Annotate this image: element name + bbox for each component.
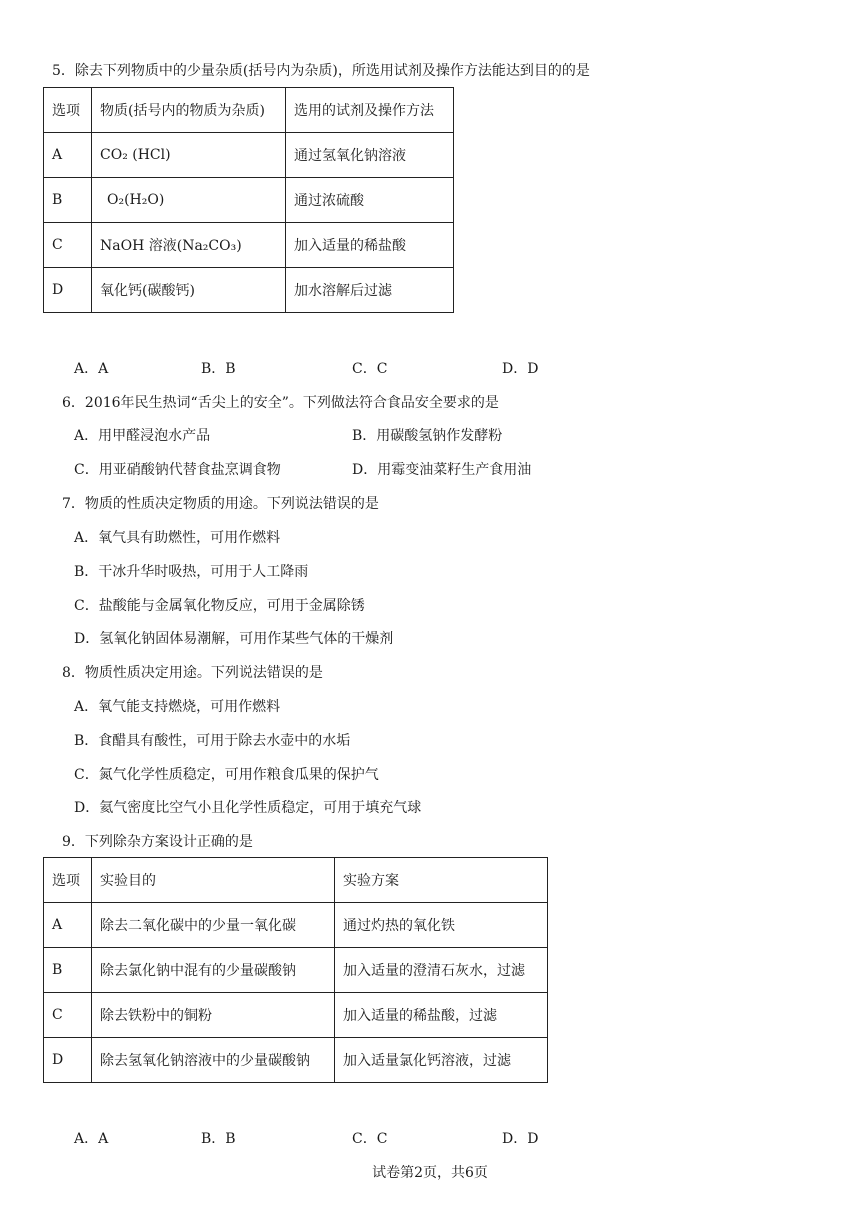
q9-options	[0, 1128, 860, 1148]
option-b[interactable]: B．食醋具有酸性，可用于除去水壶中的水垢	[74, 733, 351, 749]
table-cell: 加入适量的稀盐酸	[286, 223, 454, 268]
page-footer: 试卷第2页，共6页	[372, 1165, 488, 1181]
table-cell: O₂(H₂O)	[92, 178, 286, 223]
table-header-cell: 选项	[44, 858, 92, 903]
q9-table	[43, 857, 548, 1083]
q9-stem: 9．下列除杂方案设计正确的是	[62, 834, 253, 850]
option-a[interactable]: A．氧气具有助燃性，可用作燃料	[74, 530, 281, 546]
option-d[interactable]: D．氢氧化钠固体易潮解，可用作某些气体的干燥剂	[74, 631, 394, 647]
table-cell: B	[44, 178, 92, 223]
table-row	[44, 1038, 548, 1083]
table-row	[44, 223, 454, 268]
option-c[interactable]: C．氮气化学性质稳定，可用作粮食瓜果的保护气	[74, 767, 379, 783]
option-a[interactable]: A．用甲醛浸泡水产品	[74, 428, 211, 444]
option-a[interactable]: A．氧气能支持燃烧，可用作燃料	[74, 699, 281, 715]
option-d[interactable]: D．D	[502, 361, 539, 377]
table-cell: 加入适量氯化钙溶液，过滤	[335, 1038, 548, 1083]
option-c[interactable]: C．盐酸能与金属氧化物反应，可用于金属除锈	[74, 598, 365, 614]
option-d[interactable]: D．氦气密度比空气小且化学性质稳定，可用于填充气球	[74, 800, 422, 816]
q8-stem: 8．物质性质决定用途。下列说法错误的是	[62, 665, 323, 681]
table-cell: 加入适量的稀盐酸，过滤	[335, 993, 548, 1038]
option-c[interactable]: C．C	[352, 361, 388, 377]
option-b[interactable]: B．B	[201, 1131, 236, 1147]
table-cell: 加水溶解后过滤	[286, 268, 454, 313]
table-cell: 通过氢氧化钠溶液	[286, 133, 454, 178]
table-row	[44, 948, 548, 993]
table-header-cell: 选用的试剂及操作方法	[286, 88, 454, 133]
table-cell: 除去氢氧化钠溶液中的少量碳酸钠	[92, 1038, 335, 1083]
table-cell: C	[44, 223, 92, 268]
table-cell: 通过灼热的氧化铁	[335, 903, 548, 948]
q5-stem: 5．除去下列物质中的少量杂质(括号内为杂质)，所选用试剂及操作方法能达到目的的是	[52, 63, 590, 79]
table-row	[44, 993, 548, 1038]
option-d[interactable]: D．用霉变油菜籽生产食用油	[352, 462, 532, 478]
table-cell: 加入适量的澄清石灰水，过滤	[335, 948, 548, 993]
table-row	[44, 178, 454, 223]
table-row	[44, 903, 548, 948]
table-cell: C	[44, 993, 92, 1038]
option-c[interactable]: C．C	[352, 1131, 388, 1147]
table-cell: A	[44, 903, 92, 948]
table-header-cell: 选项	[44, 88, 92, 133]
option-c[interactable]: C．用亚硝酸钠代替食盐烹调食物	[74, 462, 281, 478]
option-d[interactable]: D．D	[502, 1131, 539, 1147]
table-cell: 除去氯化钠中混有的少量碳酸钠	[92, 948, 335, 993]
table-header-cell: 物质(括号内的物质为杂质)	[92, 88, 286, 133]
option-a[interactable]: A．A	[74, 361, 109, 377]
table-cell: 除去二氧化碳中的少量一氧化碳	[92, 903, 335, 948]
table-cell: B	[44, 948, 92, 993]
table-cell: CO₂ (HCl)	[92, 133, 286, 178]
table-cell: D	[44, 1038, 92, 1083]
table-header-cell: 实验方案	[335, 858, 548, 903]
table-cell: A	[44, 133, 92, 178]
option-b[interactable]: B．用碳酸氢钠作发酵粉	[352, 428, 503, 444]
table-header-row	[44, 858, 548, 903]
option-b[interactable]: B．干冰升华时吸热，可用于人工降雨	[74, 564, 309, 580]
table-cell: NaOH 溶液(Na₂CO₃)	[92, 223, 286, 268]
option-a[interactable]: A．A	[74, 1131, 109, 1147]
q5-table	[43, 87, 454, 313]
table-cell: D	[44, 268, 92, 313]
q7-stem: 7．物质的性质决定物质的用途。下列说法错误的是	[62, 496, 379, 512]
table-row	[44, 133, 454, 178]
option-b[interactable]: B．B	[201, 361, 236, 377]
q6-stem: 6．2016年民生热词“舌尖上的安全”。下列做法符合食品安全要求的是	[62, 395, 499, 411]
table-cell: 除去铁粉中的铜粉	[92, 993, 335, 1038]
q5-options	[0, 358, 860, 378]
table-cell: 通过浓硫酸	[286, 178, 454, 223]
table-row	[44, 268, 454, 313]
table-cell: 氧化钙(碳酸钙)	[92, 268, 286, 313]
table-header-cell: 实验目的	[92, 858, 335, 903]
table-header-row	[44, 88, 454, 133]
